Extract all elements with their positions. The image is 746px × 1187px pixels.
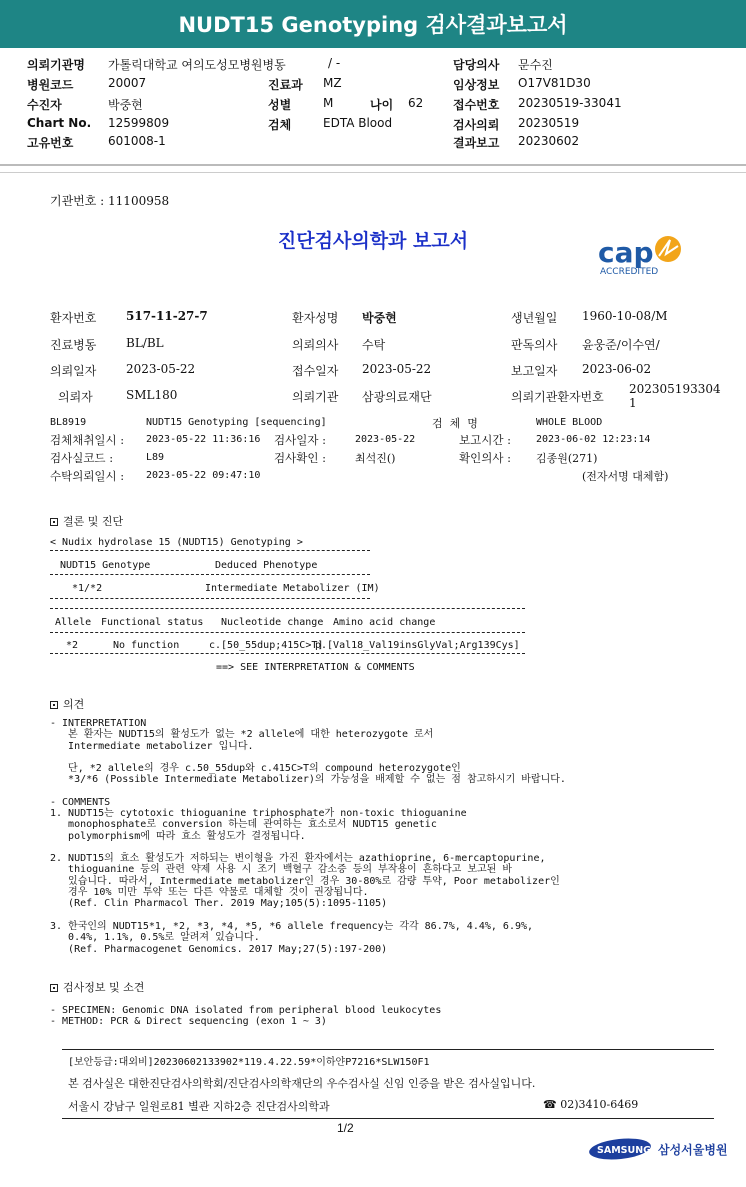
patient-value: 1960-10-08/M [582,309,668,323]
exam-label: 검사실코드 : [50,451,114,465]
specimen-heading [50,979,144,995]
opinion-line [50,910,566,921]
patient-label: 생년월일 [511,311,558,325]
patient-value: SML180 [126,388,178,402]
header-value: O17V81D30 [518,76,591,90]
patient-value: 202305193304 [629,382,721,396]
opinion-line: Intermediate metabolizer 입니다. [50,740,254,752]
footer-rule [62,1118,714,1119]
opinion-line: 1. NUDT15는 cytotoxic thioguanine triphosphate가 non-toxic thioguanine [50,808,467,820]
patient-value: 윤웅준/이수연/ [582,338,660,352]
opinion-line: 0.4%, 1.1%, 0.5%로 알려져 있습니다. [50,932,260,944]
exam-label: 검사일자 : [274,433,326,447]
header-label: 임상정보 [453,78,500,92]
patient-label: 접수일자 [292,364,339,378]
header-label: 접수번호 [453,98,500,112]
opinion-line: 있습니다. 따라서, Intermediate metabolizer인 경우 30-80%로 감량 투약, Poor metabolizer인 [50,875,560,887]
results-heading-text: 결론 및 진단 [63,515,124,528]
opinion-line [50,842,566,853]
exam-name: NUDT15 Genotyping [sequencing] [146,417,327,428]
banner-title: NUDT15 Genotyping 검사결과보고서 [178,13,568,37]
patient-label: 판독의사 [511,338,558,352]
samsung-logo-text: SAMSUNG [597,1145,651,1156]
table-rule [50,653,525,654]
table-rule [50,598,370,599]
table-rule [50,550,370,551]
patient-label: 의뢰기관 [292,390,339,404]
header-label: 담당의사 [453,58,500,72]
report-title: 진단검사의학과 보고서 [277,230,469,252]
patient-label: 진료병동 [50,338,97,352]
patient-value: 삼광의료재단 [362,390,432,404]
header-value: 20007 [108,76,147,90]
institution-number: 기관번호 : 11100958 [50,194,170,208]
patient-value-tail: 1 [629,396,637,410]
specimen-value: WHOLE BLOOD [536,417,603,428]
header-value: / - [328,56,341,70]
header-label: 의뢰기관명 [27,58,85,72]
table2-header: Nucleotide change [221,617,324,628]
table1-header: Deduced Phenotype [215,560,318,571]
results-heading [50,513,123,529]
cap-logo-text: cap [598,236,654,269]
table2-header: Functional status [101,617,204,628]
exam-label: 확인의사 : [459,451,511,465]
genotype-value: *1/*2 [72,583,103,594]
patient-value: 2023-05-22 [126,362,196,376]
table1-header: NUDT15 Genotype [60,560,151,571]
function-value: No function [113,640,180,651]
header-value: 가톨릭대학교 여의도성모병원병동 [108,58,286,72]
header-label: 결과보고 [453,136,500,150]
header-value: EDTA Blood [323,116,393,130]
phenotype-value: Intermediate Metabolizer (IM) [205,583,380,594]
header-label: 검체 [268,118,292,132]
table-rule [50,574,370,575]
specimen-label: 검 체 명 [432,417,478,430]
patient-value: 2023-06-02 [582,362,652,376]
cap-accredited-logo [596,232,696,278]
phone-text: ☎ 02)3410-6469 [543,1098,639,1111]
exam-code: BL8919 [50,417,87,428]
header-label: 검사의뢰 [453,118,500,132]
opinion-line: 3. 한국인의 NUDT15*1, *2, *3, *4, *5, *6 allele frequency는 각각 86.7%, 4.4%, 6.9%, [50,920,534,932]
opinion-line: 경우 10% 미만 투약 또는 다른 약물로 대체할 것이 권장됩니다. [50,887,369,899]
see-comments: ==> SEE INTERPRETATION & COMMENTS [216,662,415,673]
header-label: 진료과 [268,78,303,92]
patient-label: 의뢰의사 [292,338,339,352]
opinion-line: 2. NUDT15의 효소 활성도가 저하되는 변이형을 가진 환자에서는 azathioprine, 6-mercaptopurine, [50,853,546,865]
opinion-line [50,752,566,763]
opinion-line: monophosphate로 conversion 하는데 관여하는 효소로서 NUDT15 genetic [50,819,437,831]
report-banner [0,0,746,48]
patient-label: 의뢰자 [58,390,93,404]
opinion-line: - INTERPRETATION [50,718,147,729]
header-value: 601008-1 [108,134,166,148]
patient-value: 517-11-27-7 [126,309,208,323]
patient-label: 의뢰기관환자번호 [511,390,604,404]
section-bullet-icon [50,701,58,709]
amino-acid-value: p.[Val18_Val19insGlyVal;Arg139Cys] [315,640,520,651]
opinion-heading-text: 의견 [63,698,85,711]
opinion-line: 본 환자는 NUDT15의 활성도가 없는 *2 allele에 대한 heterozygote 로서 [50,729,434,741]
opinion-line: 단, *2 allele의 경우 c.50_55dup와 c.415C>T의 compound heterozygote인 [50,763,461,775]
header-label: 수진자 [27,98,62,112]
header-label: Chart No. [27,116,92,130]
opinion-line [50,786,566,797]
patient-value: BL/BL [126,336,164,350]
exam-label: 수탁의뢰일시 : [50,469,125,483]
address-text: 서울시 강남구 일원로81 별관 지하2층 진단검사의학과 [68,1100,330,1113]
header-value: 12599809 [108,116,170,130]
header-value: 20230519-33041 [518,96,622,110]
opinion-text [50,718,566,955]
section-bullet-icon [50,518,58,526]
specimen-line: - METHOD: PCR & Direct sequencing (exon 1 ~ 3) [50,1016,327,1027]
table-rule [50,632,525,633]
header-value: 62 [408,96,424,110]
exam-value: 2023-05-22 11:36:16 [146,434,261,445]
patient-value: 수탁 [362,338,386,352]
header-label: 고유번호 [27,136,74,150]
header-value: 문수진 [518,58,553,72]
footer-rule [62,1049,714,1050]
table-rule [50,608,525,609]
header-value: MZ [323,76,342,90]
header-label: 병원코드 [27,78,74,92]
exam-value: 2023-05-22 [355,434,416,445]
patient-label: 의뢰일자 [50,364,97,378]
opinion-line: (Ref. Pharmacogenet Genomics. 2017 May;27(5):197-200) [50,943,388,955]
header-label: 성별 [268,98,292,112]
table2-header: Amino acid change [333,617,436,628]
exam-value: (전자서명 대체함) [582,470,669,483]
exam-label: 보고시간 : [459,433,511,447]
header-value: 20230602 [518,134,580,148]
opinion-line: polymorphism에 따라 효소 활성도가 결정됩니다. [50,830,306,842]
gene-title: < Nudix hydrolase 15 (NUDT15) Genotyping > [50,537,303,548]
table2-header: Allele [55,617,92,628]
allele-value: *2 [66,640,79,651]
patient-label: 보고일자 [511,364,558,378]
opinion-line: *3/*6 (Possible Intermediate Metabolizer)의 가능성을 배제할 수 없는 점 참고하시기 바랍니다. [50,774,566,786]
exam-value: L89 [146,452,165,463]
exam-value: 2023-05-22 09:47:10 [146,470,261,481]
certification-text: 본 검사실은 대한진단검사의학회/진단검사의학재단의 우수검사실 신임 인증을 받은 검사실입니다. [68,1077,536,1090]
exam-label: 검체채취일시 : [50,433,125,447]
header-divider [0,172,746,173]
exam-label: 검사확인 : [274,451,326,465]
header-value: M [323,96,334,110]
patient-label: 환자번호 [50,311,97,325]
page-number: 1/2 [337,1121,354,1135]
exam-value: 최석진() [355,452,396,465]
cap-logo-sub: ACCREDITED [600,267,659,277]
samsung-hospital-logo [588,1136,728,1162]
patient-value: 박중현 [362,311,397,325]
opinion-line: - COMMENTS [50,796,111,808]
exam-value: 2023-06-02 12:23:14 [536,434,651,445]
opinion-heading [50,696,84,712]
exam-value: 김종원(271) [536,452,598,465]
opinion-line: (Ref. Clin Pharmacol Ther. 2019 May;105(5):1095-1105) [50,898,388,910]
nucleotide-value: c.[50_55dup;415C>T] [209,640,324,651]
opinion-line: thioguanine 등의 관련 약제 사용 시 조기 백혈구 감소증 등의 부작용이 흔하다고 보고된 바 [50,864,513,876]
patient-label: 환자성명 [292,311,339,325]
header-value: 20230519 [518,116,580,130]
header-value: 박중현 [108,98,143,112]
header-divider [0,164,746,166]
hospital-name: 삼성서울병원 [658,1143,728,1157]
specimen-line: - SPECIMEN: Genomic DNA isolated from peripheral blood leukocytes [50,1005,442,1016]
specimen-heading-text: 검사정보 및 소견 [63,981,145,994]
header-label: 나이 [370,98,394,112]
security-line: [보안등급:대외비]20230602133902*119.4.22.59*이하얀P7216*SLW150F1 [68,1057,430,1068]
patient-value: 2023-05-22 [362,362,432,376]
section-bullet-icon [50,984,58,992]
